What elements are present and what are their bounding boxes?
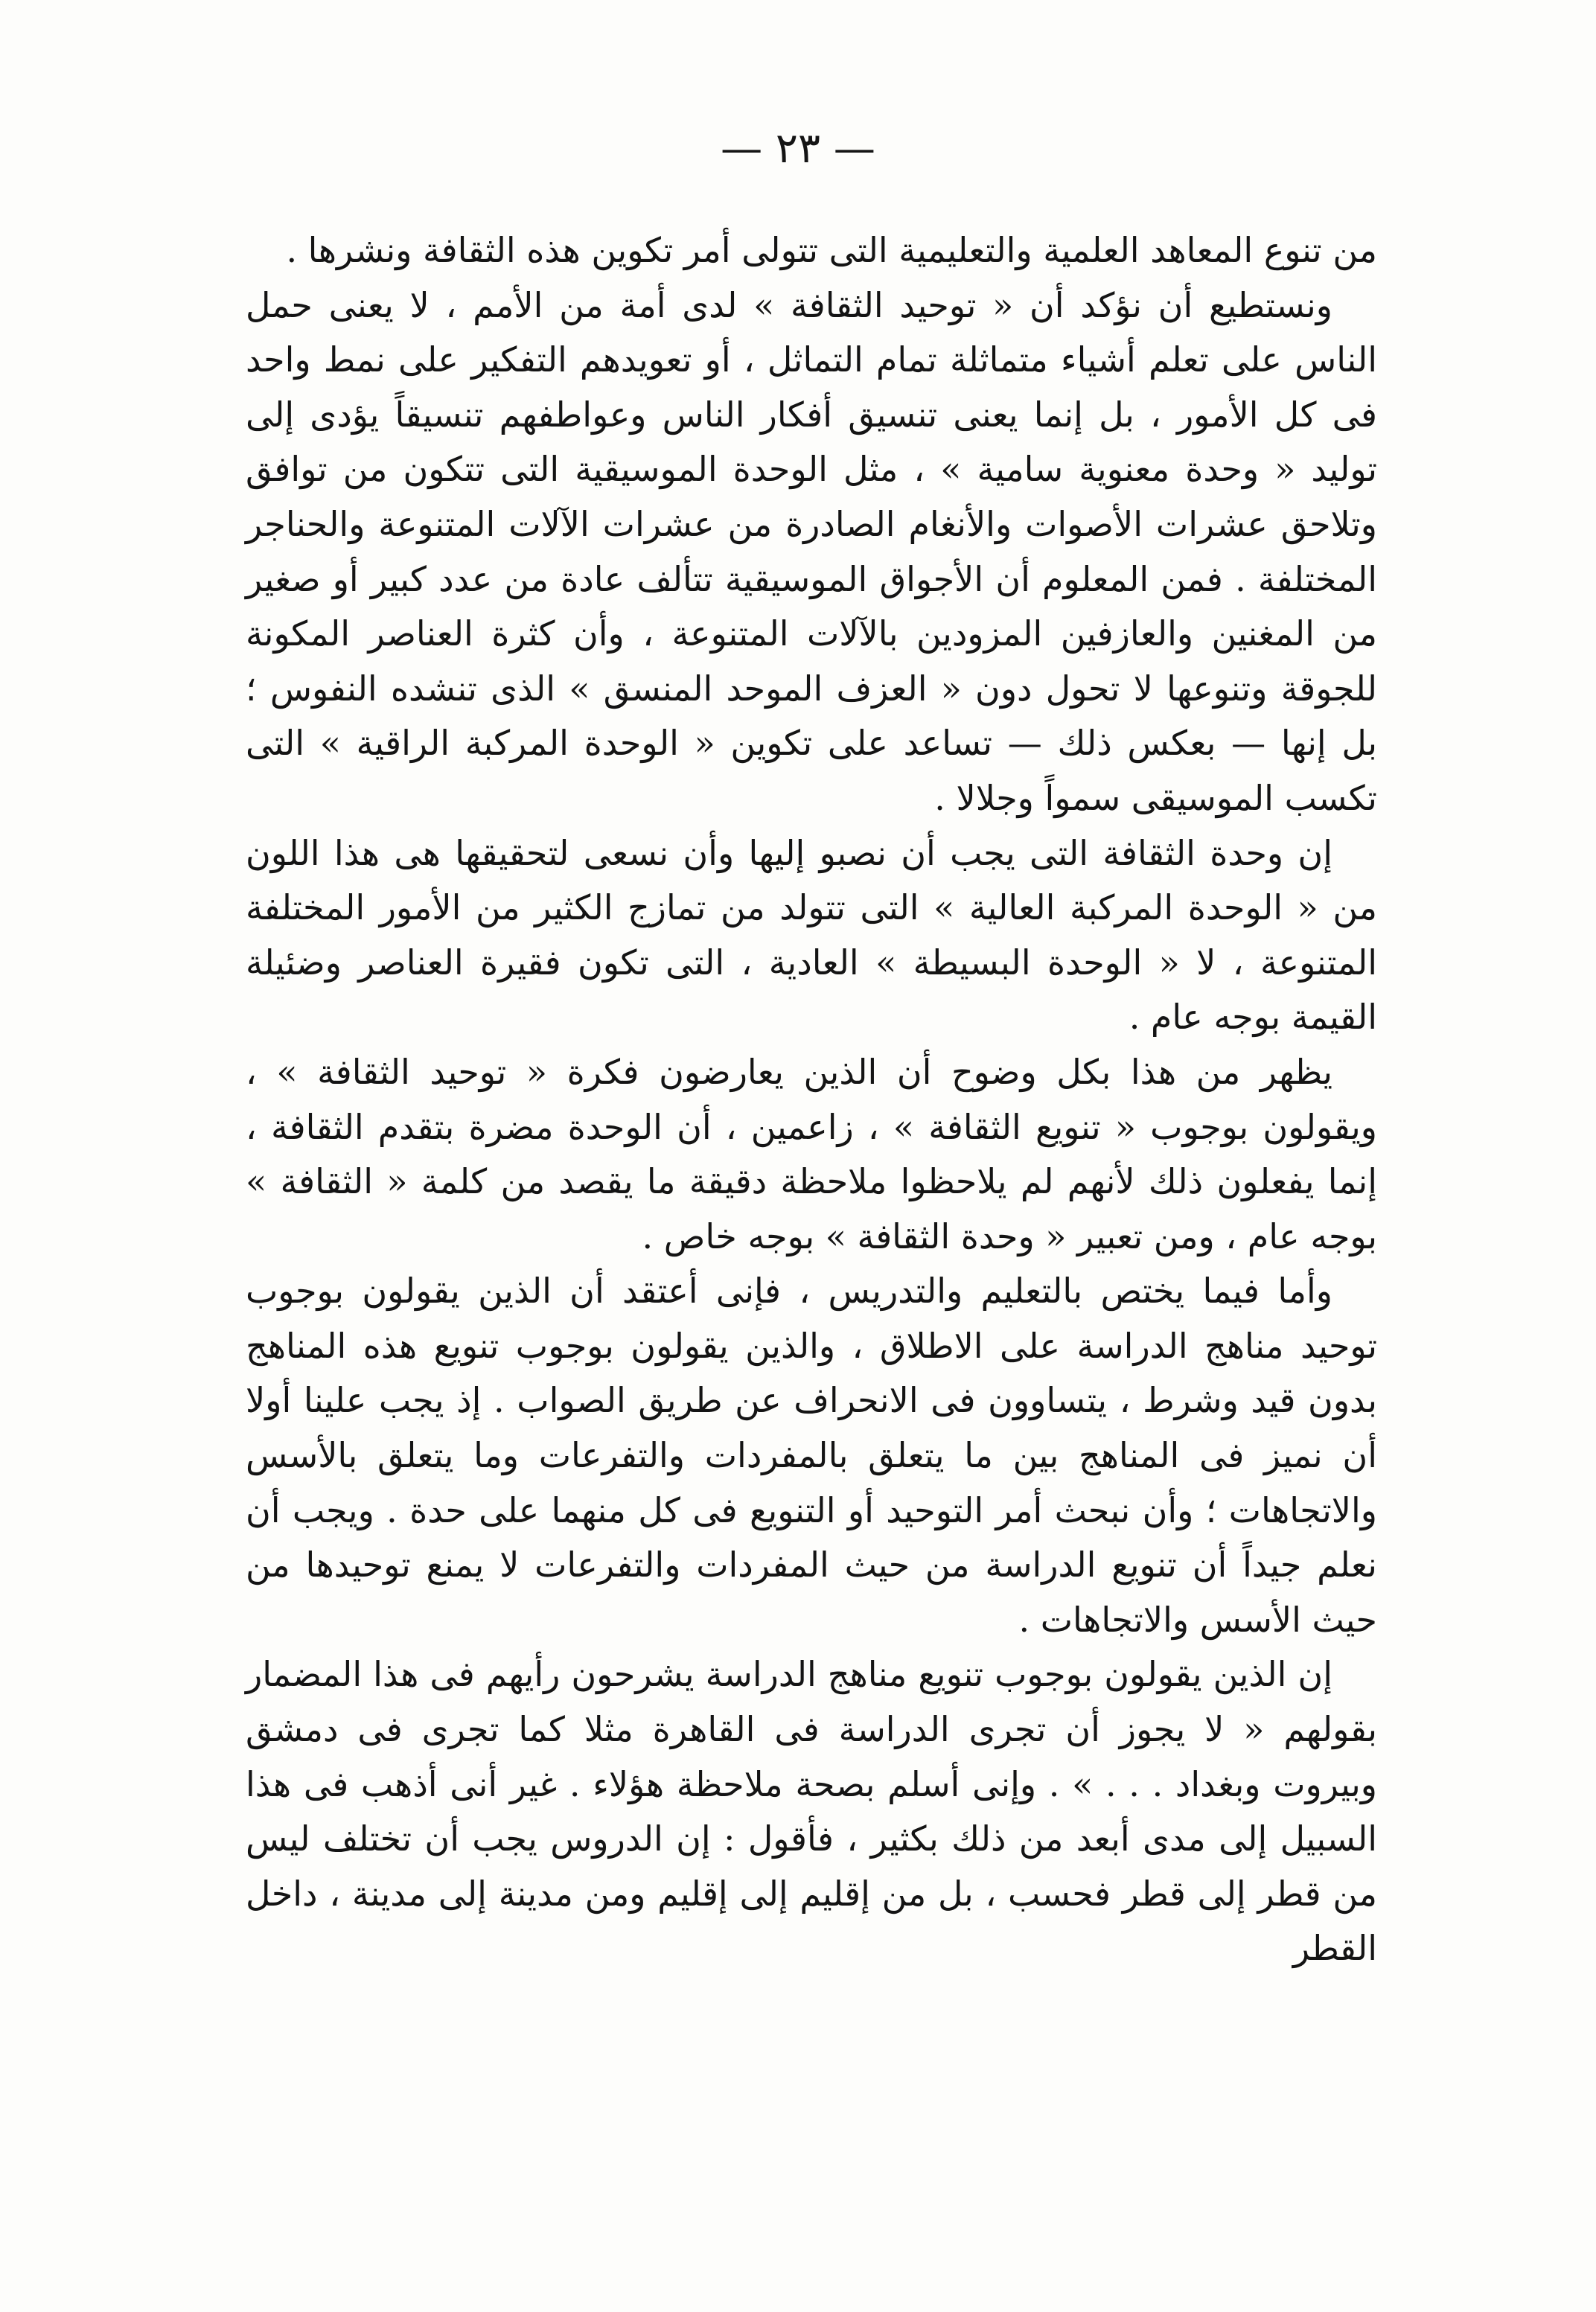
page-number: — ٢٣ — — [721, 124, 875, 173]
paragraph-2: ونستطيع أن نؤكد أن « توحيد الثقافة » لدى أمة من الأمم ، لا يعنى حمل الناس على تعلم أشياء متماثلة تمام التماثل ، أو تعويدهم التفكير على نمط واحد فى كل الأمور ، بل إنما يعنى تنسيق أفكار الناس وعواطفهم تنسيقاً يؤدى إلى توليد « وحدة معنوية سامية » ، مثل الوحدة الموسيقية التى تتكون من توافق وتلاحق عشرات الأصوات والأنغام الصادرة من عشرات الآلات المتنوعة والحناجر المختلفة . فمن المعلوم أن الأجواق الموسيقية تتألف عادة من عدد كبير أو صغير من المغنين والعازفين المزودين بالآلات المتنوعة ، وأن كثرة العناصر المكونة للجوقة وتنوعها لا تحول دون « العزف الموحد المنسق » الذى تنشده النفوس ؛ بل إنها — بعكس ذلك — تساعد على تكوين « الوحدة المركبة الراقية » التى تكسب الموسيقى سمواً وجلالا . — [246, 284, 1377, 818]
paragraph-5: وأما فيما يختص بالتعليم والتدريس ، فإنى أعتقد أن الذين يقولون بوجوب توحيد مناهج الدراسة على الاطلاق ، والذين يقولون بوجوب تنويع هذه المناهج بدون قيد وشرط ، يتساوون فى الانحراف عن طريق الصواب . إذ يجب علينا أولا أن نميز فى المناهج بين ما يتعلق بالمفردات والتفرعات وما يتعلق بالأسس والاتجاهات ؛ وأن نبحث أمر التوحيد أو التنويع فى كل منهما على حدة . ويجب أن نعلم جيداً أن تنويع الدراسة من حيث المفردات والتفرعات لا يمنع توحيدها من حيث الأسس والاتجاهات . — [246, 1271, 1377, 1640]
paragraph-3: إن وحدة الثقافة التى يجب أن نصبو إليها وأن نسعى لتحقيقها هى هذا اللون من « الوحدة المركبة العالية » التى تتولد من تمازج الكثير من الأمور المختلفة المتنوعة ، لا « الوحدة البسيطة » العادية ، التى تكون فقيرة العناصر وضئيلة القيمة بوجه عام . — [246, 832, 1377, 1038]
body-text — [246, 223, 1377, 1976]
paragraph-1: من تنوع المعاهد العلمية والتعليمية التى تتولى أمر تكوين هذه الثقافة ونشرها . — [286, 230, 1377, 270]
paragraph-6: إن الذين يقولون بوجوب تنويع مناهج الدراسة يشرحون رأيهم فى هذا المضمار بقولهم « لا يجوز أن تجرى الدراسة فى القاهرة مثلا كما تجرى فى دمشق وبيروت وبغداد . . . » . وإنى أسلم بصحة ملاحظة هؤلاء . غير أنى أذهب فى هذا السبيل إلى مدى أبعد من ذلك بكثير ، فأقول : إن الدروس يجب أن تختلف ليس من قطر إلى قطر فحسب ، بل من إقليم إلى إقليم ومن مدينة إلى مدينة ، داخل القطر — [246, 1654, 1377, 1969]
paragraph-4: يظهر من هذا بكل وضوح أن الذين يعارضون فكرة « توحيد الثقافة » ، ويقولون بوجوب « تنويع الثقافة » ، زاعمين ، أن الوحدة مضرة بتقدم الثقافة ، إنما يفعلون ذلك لأنهم لم يلاحظوا ملاحظة دقيقة ما يقصد من كلمة « الثقافة » بوجه عام ، ومن تعبير « وحدة الثقافة » بوجه خاص . — [246, 1051, 1377, 1256]
